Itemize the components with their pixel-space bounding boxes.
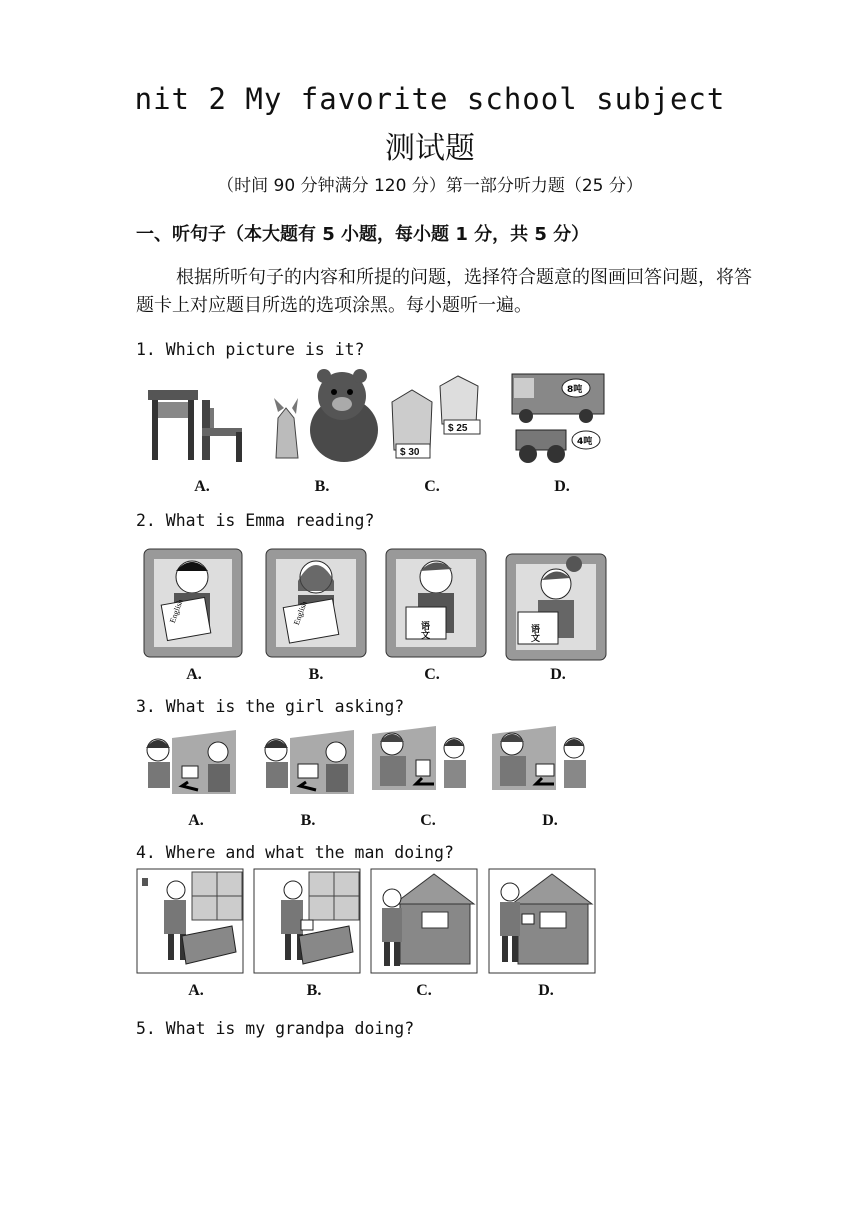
option-4c: C. [416,982,432,999]
picture-clothes-prices [386,372,492,462]
picture-boy-girl-exchange-d [490,724,594,800]
option-2a: A. [186,666,202,683]
weight-label-8: 8吨 [567,385,583,395]
picture-desk-chair [140,372,250,467]
question-2: 2. What is Emma reading? [136,511,375,530]
title-english: nit 2 My favorite school subject [134,82,726,116]
section-heading: 一、听句子（本大题有 5 小题，每小题 1 分，共 5 分） [136,224,590,245]
question-4: 4. Where and what the man doing? [136,843,454,862]
book-label-2b: English [291,600,309,627]
option-3d: D. [542,812,558,829]
book-label-2d: 语文 [529,624,539,642]
picture-man-indoor-desk-b [253,868,361,974]
question-5: 5. What is my grandpa doing? [136,1019,415,1038]
option-4a: A. [188,982,204,999]
picture-man-outdoor-house-d [488,868,596,974]
weight-label-4: 4吨 [577,437,593,447]
option-4d: D. [538,982,554,999]
option-3a: A. [188,812,204,829]
option-1c: C. [424,478,440,495]
picture-boy-girl-exchange-c [370,724,474,800]
instruction-text: 根据所听句子的内容和所提的问题，选择符合题意的图画回答问题，将答题卡上对应题目所选的选项涂黑。每小题听一遍。 [136,267,752,316]
option-1b: B. [314,478,330,495]
option-1a: A. [194,478,210,495]
price-tag-a: $ 30 [400,447,420,458]
question-3: 3. What is the girl asking? [136,697,405,716]
picture-girl-chinese-book [504,552,608,662]
title-chinese: 测试题 [385,131,475,166]
price-tag-b: $ 25 [448,423,468,434]
option-2d: D. [550,666,566,683]
exam-info: （时间 90 分钟满分 120 分）第一部分听力题（25 分） [217,176,643,196]
picture-girl-english-book [264,547,368,659]
picture-boy-english-book [142,547,244,659]
picture-man-indoor-desk-a [136,868,244,974]
picture-boy-chinese-book [384,547,488,659]
option-2b: B. [308,666,324,683]
picture-fox-bear [264,368,392,466]
picture-man-outdoor-house-c [370,868,478,974]
picture-girl-boy-exchange-a [136,728,240,804]
option-3b: B. [300,812,316,829]
option-1d: D. [554,478,570,495]
picture-trucks [506,368,610,466]
book-label-2a: English [167,598,185,625]
option-3c: C. [420,812,436,829]
question-1: 1. Which picture is it? [136,340,365,359]
book-label-2c: 语文 [419,621,429,639]
picture-girl-boy-exchange-b [254,728,358,804]
option-2c: C. [424,666,440,683]
option-4b: B. [306,982,322,999]
